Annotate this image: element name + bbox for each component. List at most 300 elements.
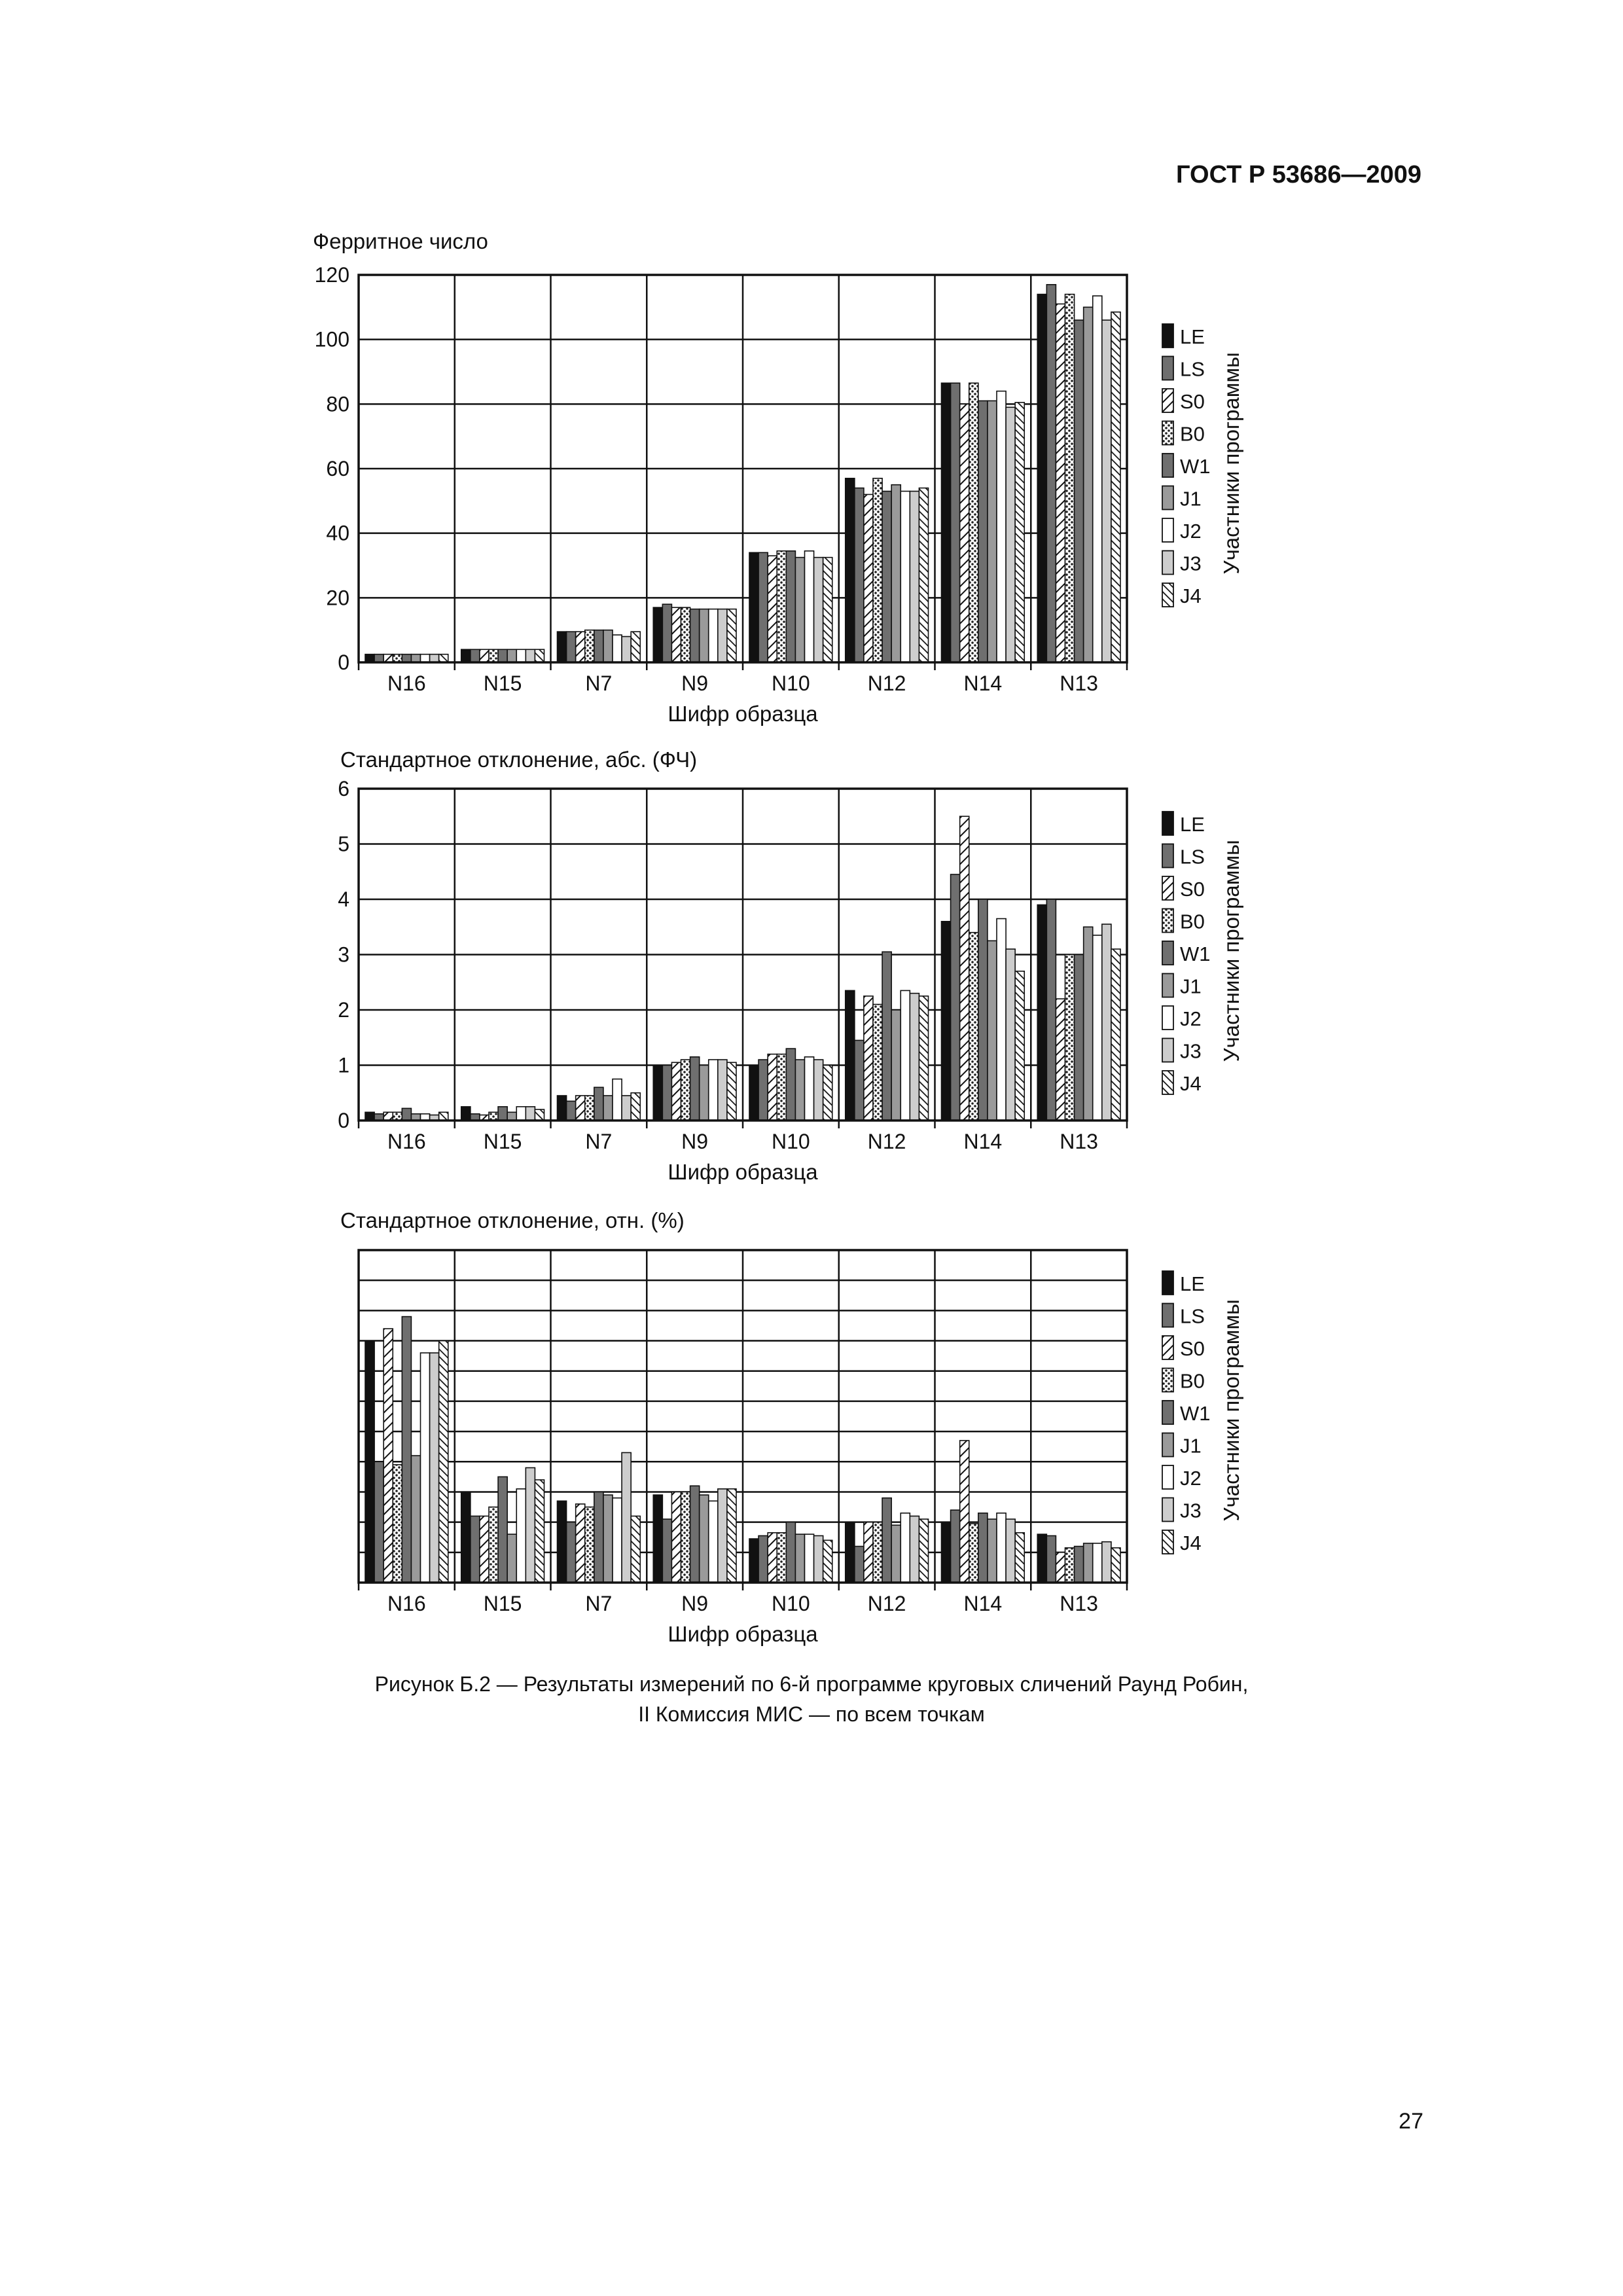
bar-W1-N12	[882, 1498, 891, 1583]
x-tick-label: N12	[867, 1592, 906, 1615]
x-tick-label: N16	[387, 672, 426, 695]
bar-J2-N9	[709, 1060, 718, 1121]
legend-swatch-W1	[1162, 1401, 1173, 1424]
bar-J4-N15	[535, 649, 544, 662]
bar-J1-N7	[603, 1495, 613, 1583]
x-tick-label: N10	[772, 672, 810, 695]
bar-LS-N12	[855, 488, 864, 662]
bar-J3-N7	[622, 1452, 631, 1583]
bar-LE-N10	[749, 1539, 758, 1583]
bar-S0-N9	[671, 607, 681, 662]
bar-B0-N10	[777, 1054, 786, 1121]
legend-label-J1: J1	[1180, 1434, 1202, 1458]
legend-swatch-J3	[1162, 1039, 1173, 1062]
x-axis-label: Шифр образца	[668, 702, 818, 726]
y-tick-label: 6	[338, 777, 349, 800]
bar-S0-N14	[960, 1441, 969, 1583]
legend-swatch-B0	[1162, 422, 1173, 445]
bar-LS-N12	[855, 1040, 864, 1121]
y-tick-label: 5	[338, 832, 349, 856]
y-tick-label: 100	[314, 327, 349, 351]
chart-3	[340, 1208, 1243, 1646]
bar-LE-N13	[1037, 1534, 1046, 1583]
bar-J1-N7	[603, 630, 613, 662]
bar-J2-N10	[805, 1057, 814, 1121]
bar-B0-N12	[873, 478, 882, 662]
bar-LE-N9	[653, 1066, 662, 1121]
y-tick-label: 2	[338, 998, 349, 1022]
legend-title: Участники программы	[1219, 352, 1243, 575]
bar-J1-N12	[891, 485, 901, 662]
bar-J4-N16	[439, 1112, 448, 1121]
legend-swatch-J1	[1162, 1433, 1173, 1457]
bar-B0-N13	[1065, 955, 1075, 1121]
bar-J3-N15	[526, 1468, 535, 1583]
bar-J2-N16	[421, 655, 430, 662]
bar-J1-N10	[795, 558, 804, 662]
bar-J1-N14	[988, 401, 997, 662]
x-tick-label: N13	[1060, 1592, 1098, 1615]
bar-J4-N14	[1015, 1533, 1024, 1583]
bar-J2-N13	[1093, 296, 1102, 662]
bar-J1-N7	[603, 1096, 613, 1121]
bar-W1-N15	[498, 1107, 507, 1121]
x-tick-label: N16	[387, 1592, 426, 1615]
bar-W1-N9	[690, 609, 700, 662]
bar-W1-N16	[402, 1108, 411, 1121]
x-tick-label: N10	[772, 1130, 810, 1153]
legend-label-J2: J2	[1180, 1467, 1202, 1490]
bar-J4-N13	[1111, 312, 1120, 662]
x-tick-label: N12	[867, 1130, 906, 1153]
legend-swatch-S0	[1162, 1336, 1173, 1359]
x-tick-label: N15	[483, 1130, 522, 1153]
legend	[1162, 812, 1243, 1095]
bar-J2-N14	[997, 391, 1006, 662]
legend-label-W1: W1	[1180, 455, 1211, 478]
bar-J2-N15	[516, 649, 526, 662]
bar-J1-N16	[411, 655, 420, 662]
legend-swatch-J2	[1162, 1465, 1173, 1489]
bar-W1-N15	[498, 1477, 507, 1583]
legend-label-B0: B0	[1180, 422, 1205, 446]
legend-label-J4: J4	[1180, 584, 1202, 607]
bar-LE-N7	[558, 1501, 567, 1583]
legend-label-J4: J4	[1180, 1072, 1202, 1095]
bar-J1-N16	[411, 1456, 420, 1583]
bar-S0-N13	[1056, 304, 1065, 662]
bar-S0-N7	[576, 1096, 585, 1121]
bar-J2-N15	[516, 1489, 526, 1583]
bar-J2-N12	[901, 492, 910, 662]
bar-B0-N16	[393, 1465, 402, 1583]
bar-W1-N10	[786, 1522, 795, 1583]
legend-title: Участники программы	[1219, 840, 1243, 1062]
bar-W1-N14	[978, 899, 988, 1121]
chart-title: Ферритное число	[313, 229, 488, 253]
bar-J3-N13	[1102, 924, 1111, 1121]
legend-swatch-J4	[1162, 1071, 1173, 1094]
bar-B0-N15	[489, 649, 498, 662]
bar-J1-N13	[1084, 307, 1093, 662]
bar-LS-N9	[662, 1519, 671, 1583]
bar-LE-N12	[846, 990, 855, 1121]
bar-J2-N7	[613, 1079, 622, 1121]
bar-J3-N7	[622, 1096, 631, 1121]
bar-S0-N10	[768, 556, 777, 662]
x-tick-label: N13	[1060, 672, 1098, 695]
legend-label-W1: W1	[1180, 1402, 1211, 1425]
legend-label-LE: LE	[1180, 1272, 1205, 1295]
x-tick-label: N13	[1060, 1130, 1098, 1153]
bar-LS-N13	[1046, 1535, 1056, 1583]
bar-S0-N13	[1056, 1552, 1065, 1583]
bar-LE-N14	[942, 1522, 951, 1583]
bar-B0-N14	[969, 933, 978, 1121]
y-tick-label: 1	[338, 1053, 349, 1077]
bar-LE-N14	[942, 383, 951, 662]
x-tick-label: N16	[387, 1130, 426, 1153]
legend-swatch-J2	[1162, 1006, 1173, 1030]
bar-LE-N16	[365, 1341, 374, 1583]
bar-S0-N16	[383, 1329, 393, 1583]
bar-LS-N13	[1046, 899, 1056, 1121]
bar-LE-N15	[461, 1492, 471, 1583]
bar-J4-N12	[919, 488, 928, 662]
bar-J3-N9	[718, 1060, 727, 1121]
bar-S0-N16	[383, 655, 393, 662]
bar-J2-N10	[805, 551, 814, 662]
bar-J4-N13	[1111, 1548, 1120, 1583]
bar-LE-N15	[461, 1107, 471, 1121]
bar-J1-N12	[891, 1525, 901, 1583]
x-tick-label: N14	[963, 1130, 1003, 1153]
bar-B0-N15	[489, 1112, 498, 1121]
bar-J2-N13	[1093, 1543, 1102, 1583]
bar-J4-N12	[919, 1519, 928, 1583]
bar-W1-N9	[690, 1057, 700, 1121]
x-axis-label: Шифр образца	[668, 1622, 818, 1646]
y-tick-label: 20	[326, 586, 349, 610]
bar-J1-N13	[1084, 1543, 1093, 1583]
bar-W1-N7	[594, 630, 603, 662]
bar-LS-N9	[662, 604, 671, 662]
bar-J4-N10	[823, 1066, 832, 1121]
x-tick-label: N7	[585, 672, 613, 695]
bar-LS-N15	[471, 649, 480, 662]
bar-B0-N13	[1065, 295, 1075, 662]
bar-S0-N9	[671, 1492, 681, 1583]
bar-B0-N12	[873, 1005, 882, 1121]
bar-J3-N9	[718, 609, 727, 662]
bar-J4-N10	[823, 558, 832, 662]
bar-LE-N7	[558, 632, 567, 662]
legend-label-S0: S0	[1180, 1337, 1205, 1360]
bar-J4-N7	[631, 1516, 640, 1583]
bar-S0-N14	[960, 816, 969, 1121]
bar-J4-N15	[535, 1109, 544, 1121]
x-tick-label: N15	[483, 1592, 522, 1615]
legend-label-J2: J2	[1180, 520, 1202, 543]
bar-S0-N15	[480, 649, 489, 662]
legend-swatch-W1	[1162, 941, 1173, 965]
bar-LS-N7	[567, 632, 576, 662]
legend-swatch-J4	[1162, 1530, 1173, 1554]
y-tick-label: 80	[326, 392, 349, 416]
bar-J1-N10	[795, 1534, 804, 1583]
bar-LE-N16	[365, 655, 374, 662]
legend-swatch-S0	[1162, 389, 1173, 412]
bar-S0-N10	[768, 1533, 777, 1583]
bar-J1-N15	[507, 1112, 516, 1121]
bar-S0-N10	[768, 1054, 777, 1121]
y-tick-label: 40	[326, 521, 349, 545]
bar-LE-N10	[749, 1066, 758, 1121]
bar-LS-N10	[758, 552, 768, 662]
bar-J1-N9	[700, 1066, 709, 1121]
bar-W1-N7	[594, 1492, 603, 1583]
legend-label-J3: J3	[1180, 1499, 1202, 1522]
legend-swatch-W1	[1162, 454, 1173, 477]
legend-label-W1: W1	[1180, 942, 1211, 965]
bar-J2-N13	[1093, 935, 1102, 1121]
legend-swatch-LE	[1162, 812, 1173, 835]
bar-LE-N7	[558, 1096, 567, 1121]
bar-J3-N12	[910, 492, 919, 662]
bar-W1-N14	[978, 1513, 988, 1583]
y-tick-label: 4	[338, 888, 349, 911]
bar-J2-N14	[997, 1513, 1006, 1583]
bar-LS-N7	[567, 1522, 576, 1583]
bar-J3-N10	[814, 558, 823, 662]
x-tick-label: N9	[681, 1592, 709, 1615]
bar-LS-N9	[662, 1066, 671, 1121]
bar-B0-N14	[969, 1524, 978, 1583]
bar-B0-N12	[873, 1522, 882, 1583]
bar-J4-N16	[439, 655, 448, 662]
legend-label-J1: J1	[1180, 487, 1202, 511]
x-tick-label: N9	[681, 672, 709, 695]
legend-label-LS: LS	[1180, 1304, 1205, 1328]
bar-LS-N10	[758, 1060, 768, 1121]
legend-label-B0: B0	[1180, 1369, 1205, 1393]
legend-label-LS: LS	[1180, 357, 1205, 381]
legend	[1162, 1271, 1243, 1554]
bar-B0-N16	[393, 1112, 402, 1121]
bar-J3-N15	[526, 1107, 535, 1121]
legend-label-J4: J4	[1180, 1532, 1202, 1554]
bar-S0-N16	[383, 1112, 393, 1121]
bar-J2-N9	[709, 1501, 718, 1583]
x-tick-label: N7	[585, 1130, 613, 1153]
bar-J4-N9	[727, 1062, 736, 1121]
bar-S0-N12	[864, 996, 873, 1121]
legend-swatch-LS	[1162, 844, 1173, 868]
bar-W1-N10	[786, 551, 795, 662]
bar-W1-N9	[690, 1486, 700, 1583]
x-tick-label: N9	[681, 1130, 709, 1153]
bar-LS-N15	[471, 1516, 480, 1583]
legend-label-S0: S0	[1180, 390, 1205, 413]
bar-B0-N15	[489, 1507, 498, 1583]
bar-J2-N16	[421, 1353, 430, 1583]
bar-J2-N7	[613, 635, 622, 662]
bar-B0-N10	[777, 1533, 786, 1583]
bar-B0-N9	[681, 1060, 690, 1121]
bar-J3-N9	[718, 1489, 727, 1583]
bar-B0-N14	[969, 383, 978, 662]
legend-swatch-LE	[1162, 1271, 1173, 1295]
bar-J1-N15	[507, 1534, 516, 1583]
bar-S0-N13	[1056, 999, 1065, 1121]
bar-J3-N14	[1006, 1519, 1015, 1583]
bar-B0-N9	[681, 1492, 690, 1583]
document-standard-header: ГОСТ Р 53686—2009	[1176, 161, 1421, 188]
bar-LE-N15	[461, 649, 471, 662]
legend-label-J2: J2	[1180, 1007, 1202, 1030]
y-tick-label: 120	[314, 263, 349, 287]
bar-J3-N10	[814, 1535, 823, 1583]
legend-swatch-J1	[1162, 486, 1173, 510]
bar-W1-N13	[1075, 955, 1084, 1121]
bar-S0-N7	[576, 1504, 585, 1583]
bar-S0-N12	[864, 494, 873, 662]
x-tick-label: N15	[483, 672, 522, 695]
bar-S0-N12	[864, 1522, 873, 1583]
bar-J4-N14	[1015, 403, 1024, 662]
legend-swatch-J1	[1162, 974, 1173, 997]
bar-J3-N10	[814, 1060, 823, 1121]
bar-J1-N9	[700, 1495, 709, 1583]
x-axis-label: Шифр образца	[668, 1160, 818, 1184]
bar-B0-N16	[393, 655, 402, 662]
bar-LE-N12	[846, 1522, 855, 1583]
bar-J2-N7	[613, 1498, 622, 1583]
bar-J4-N9	[727, 1489, 736, 1583]
chart-title: Стандартное отклонение, абс. (ФЧ)	[340, 747, 698, 772]
bar-LS-N13	[1046, 285, 1056, 662]
bar-W1-N7	[594, 1087, 603, 1121]
bar-S0-N15	[480, 1516, 489, 1583]
x-tick-label: N10	[772, 1592, 810, 1615]
bar-J2-N14	[997, 919, 1006, 1121]
bar-J3-N14	[1006, 949, 1015, 1121]
y-tick-label: 0	[338, 651, 349, 674]
bar-LE-N13	[1037, 295, 1046, 662]
legend-swatch-LS	[1162, 1304, 1173, 1327]
bar-J1-N13	[1084, 927, 1093, 1121]
bar-LS-N10	[758, 1535, 768, 1583]
x-tick-label: N14	[963, 672, 1003, 695]
bar-LS-N16	[374, 1462, 383, 1583]
bar-W1-N15	[498, 649, 507, 662]
bar-J1-N15	[507, 649, 516, 662]
y-tick-label: 60	[326, 457, 349, 480]
bar-W1-N16	[402, 655, 411, 662]
legend-swatch-J3	[1162, 551, 1173, 575]
bar-W1-N12	[882, 952, 891, 1121]
bar-J1-N14	[988, 1519, 997, 1583]
legend-swatch-J2	[1162, 518, 1173, 542]
bar-J3-N13	[1102, 320, 1111, 662]
bar-J2-N9	[709, 609, 718, 662]
bar-W1-N13	[1075, 320, 1084, 662]
bar-B0-N9	[681, 607, 690, 662]
bar-LS-N14	[951, 1510, 960, 1583]
legend-swatch-B0	[1162, 1369, 1173, 1392]
bar-J1-N9	[700, 609, 709, 662]
bar-J4-N16	[439, 1341, 448, 1583]
bar-LE-N16	[365, 1112, 374, 1121]
x-tick-label: N14	[963, 1592, 1003, 1615]
bar-J1-N14	[988, 941, 997, 1121]
y-tick-label: 3	[338, 942, 349, 967]
bar-J2-N15	[516, 1107, 526, 1121]
chart-1	[313, 229, 1243, 726]
legend	[1162, 324, 1243, 607]
bar-W1-N13	[1075, 1547, 1084, 1583]
legend-label-B0: B0	[1180, 910, 1205, 933]
bar-J3-N16	[430, 1353, 439, 1583]
bar-J1-N10	[795, 1060, 804, 1121]
legend-swatch-J3	[1162, 1498, 1173, 1522]
bar-B0-N13	[1065, 1548, 1075, 1583]
bar-LS-N7	[567, 1101, 576, 1121]
bar-S0-N9	[671, 1062, 681, 1121]
bar-J3-N14	[1006, 407, 1015, 662]
bar-J3-N12	[910, 994, 919, 1121]
bar-LE-N13	[1037, 905, 1046, 1121]
bar-B0-N7	[585, 1096, 594, 1121]
bar-J2-N12	[901, 1513, 910, 1583]
bar-J4-N9	[727, 609, 736, 662]
bar-J4-N13	[1111, 949, 1120, 1121]
bar-W1-N14	[978, 401, 988, 662]
figure-caption-line-1: Рисунок Б.2 — Результаты измерений по 6-й программе круговых сличений Раунд Робин,	[374, 1672, 1249, 1696]
bar-W1-N10	[786, 1049, 795, 1121]
bar-LE-N10	[749, 552, 758, 662]
bar-LS-N14	[951, 383, 960, 662]
bar-LS-N12	[855, 1547, 864, 1583]
bar-LE-N14	[942, 922, 951, 1121]
bar-LE-N9	[653, 607, 662, 662]
legend-swatch-LE	[1162, 324, 1173, 348]
bar-J4-N14	[1015, 971, 1024, 1121]
legend-swatch-LS	[1162, 357, 1173, 380]
legend-label-J1: J1	[1180, 975, 1202, 998]
x-tick-label: N12	[867, 672, 906, 695]
bar-LE-N12	[846, 478, 855, 662]
x-tick-label: N7	[585, 1592, 613, 1615]
bar-J4-N7	[631, 1093, 640, 1121]
bar-B0-N7	[585, 1507, 594, 1583]
bar-J4-N15	[535, 1480, 544, 1583]
bar-LS-N16	[374, 655, 383, 662]
figure-caption-line-2: II Комиссия МИС — по всем точкам	[638, 1702, 985, 1726]
legend-swatch-J4	[1162, 583, 1173, 607]
legend-title: Участники программы	[1219, 1299, 1243, 1522]
legend-label-LE: LE	[1180, 325, 1205, 348]
page-number: 27	[1399, 2109, 1423, 2134]
bar-J4-N12	[919, 996, 928, 1121]
bar-W1-N16	[402, 1317, 411, 1583]
bar-J2-N10	[805, 1534, 814, 1583]
bar-B0-N7	[585, 630, 594, 662]
bar-B0-N10	[777, 551, 786, 662]
bar-J1-N12	[891, 1010, 901, 1121]
bar-J3-N7	[622, 637, 631, 662]
bar-S0-N7	[576, 632, 585, 662]
